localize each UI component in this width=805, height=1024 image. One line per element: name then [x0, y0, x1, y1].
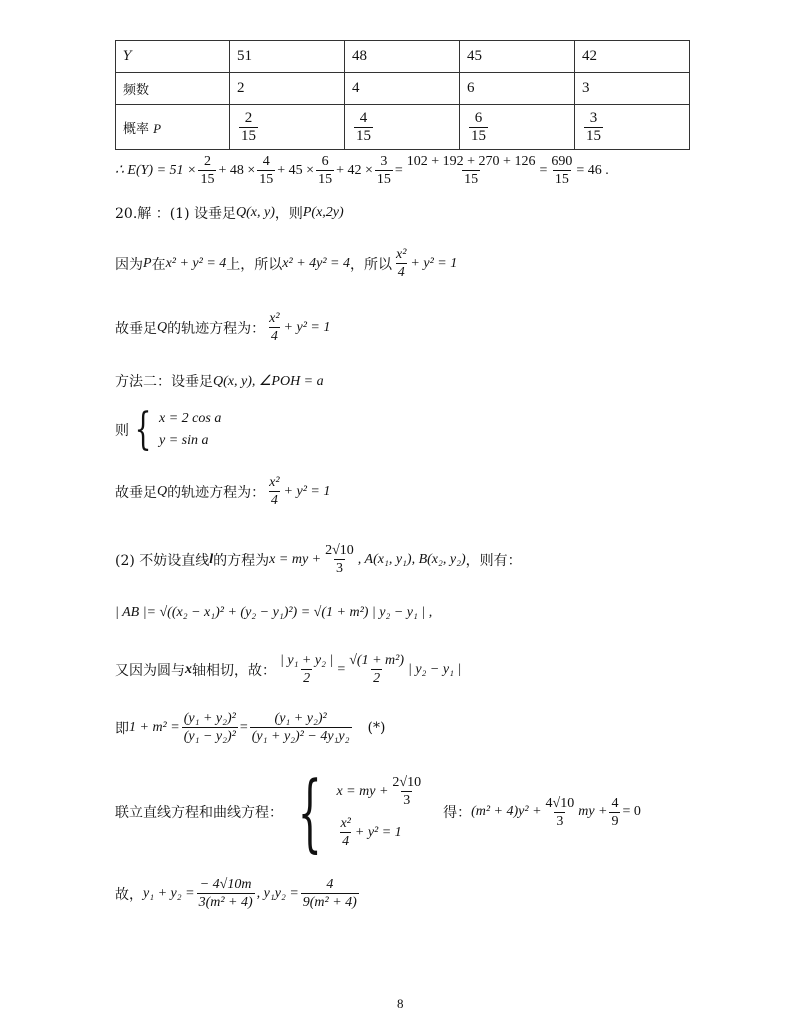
- math-expr: Q(x, y): [236, 205, 275, 220]
- fraction-numerator: (y₁ + y₂)²: [274, 711, 327, 726]
- expectation-line: [115, 153, 609, 188]
- math-expr: x: [185, 661, 192, 677]
- math-expr: x² + 4y² = 4: [282, 255, 350, 271]
- fraction-denominator: 15: [200, 172, 215, 187]
- parametric-system: [115, 404, 222, 455]
- fraction-numerator: | y₁ + y₂ |: [280, 653, 334, 668]
- table-header-cell: 42: [575, 41, 690, 73]
- fraction-denominator: 15: [471, 127, 486, 144]
- math-expr: , y₁y₂ =: [256, 885, 299, 901]
- q20-text: 因为: [115, 256, 143, 273]
- method-two-line: [115, 371, 324, 391]
- table-cell: 4: [345, 73, 460, 105]
- table-row: [116, 41, 690, 73]
- q20-text: ，所以: [350, 256, 392, 273]
- table-header-cell: 51: [230, 41, 345, 73]
- simultaneous-line: [115, 763, 641, 861]
- math-expr: | y₂ − y₁ |: [407, 661, 462, 677]
- tangent-line: [115, 652, 461, 687]
- fraction-denominator: (y₁ + y₂)² − 4y₁y₂: [251, 729, 350, 744]
- fraction-numerator: (y₁ + y₂)²: [183, 711, 236, 726]
- q20-text: 故垂足: [115, 484, 157, 501]
- equation: [336, 815, 425, 850]
- math-expr: l: [209, 551, 214, 567]
- fraction-numerator: 2√10: [325, 543, 354, 558]
- table-cell: 6: [460, 73, 575, 105]
- math-expr: | AB |= √((x₂ − x₁)² + (y₂ − y₁)²) = √(1 + m²) | y₂ − y₁ | ,: [115, 605, 433, 620]
- prob-label: [116, 105, 230, 150]
- math-expr: , A(x₁, y₁), B(x₂, y₂): [357, 551, 466, 567]
- fraction-denominator: 4: [270, 493, 278, 508]
- expectation-result: = 46 .: [576, 162, 609, 178]
- q20-text: 的轨迹方程为：: [167, 484, 266, 501]
- fraction-numerator: 690: [551, 154, 573, 169]
- page-number: 8: [397, 996, 404, 1011]
- table-cell: [345, 105, 460, 150]
- equals-sign: =: [337, 661, 346, 677]
- fraction-denominator: 15: [259, 172, 274, 187]
- q20-text: 联立直线方程和曲线方程：: [115, 805, 283, 821]
- equals-sign: =: [394, 162, 403, 178]
- q20-text: 轴相切，故：: [192, 662, 276, 679]
- fraction-numerator: 2: [244, 109, 253, 126]
- q20-text: 在: [151, 256, 166, 273]
- table-cell: 3: [575, 73, 690, 105]
- fraction-denominator: 4: [342, 834, 350, 849]
- fraction-denominator: 9(m² + 4): [302, 895, 357, 910]
- result-line: [115, 876, 361, 911]
- fraction-denominator: 15: [356, 127, 371, 144]
- table-header-cell: 45: [460, 41, 575, 73]
- fraction-numerator: 4: [326, 877, 334, 892]
- math-expr: x = my +: [269, 551, 322, 567]
- q20-text: ，则: [274, 206, 303, 222]
- fraction-denominator: 15: [376, 172, 391, 187]
- table-cell: [230, 105, 345, 150]
- fraction-denominator: 2: [303, 671, 311, 686]
- fraction-denominator: 3(m² + 4): [198, 895, 253, 910]
- math-expr: Q: [157, 483, 168, 499]
- fraction-denominator: 15: [241, 127, 256, 144]
- math-expr: Q: [157, 319, 168, 335]
- table-cell: [575, 105, 690, 150]
- q20-text: 20.解 ：(1) 设垂足: [115, 206, 236, 222]
- math-expr: my +: [578, 804, 608, 819]
- ji-line: [115, 710, 385, 745]
- part2-line: [115, 542, 522, 577]
- expectation-term: + 48 ×: [218, 162, 256, 178]
- fraction-numerator: x²: [269, 311, 280, 326]
- q20-line3b: [115, 474, 330, 509]
- math-expr: 1 + m² =: [129, 719, 180, 735]
- math-expr: Q(x, y), ∠POH = a: [213, 373, 324, 389]
- left-brace-icon: {: [134, 404, 152, 455]
- fraction-denominator: 15: [464, 172, 479, 187]
- ab-length-line: [115, 605, 432, 621]
- table-row: [116, 73, 690, 105]
- left-brace-icon: {: [297, 763, 322, 861]
- fraction-denominator: 3: [335, 561, 343, 576]
- q20-text: 则: [115, 423, 129, 439]
- fraction-numerator: 3: [380, 154, 388, 169]
- q20-line2: [115, 246, 457, 281]
- fraction-denominator: 2: [373, 671, 381, 686]
- fraction-denominator: 15: [586, 127, 601, 144]
- math-expr: y₁ + y₂ =: [143, 885, 195, 901]
- math-expr: P: [143, 255, 152, 271]
- table-cell: [460, 105, 575, 150]
- q20-text: 方法二：设垂足: [115, 374, 213, 390]
- star-mark: (*): [367, 719, 386, 736]
- fraction-numerator: x²: [396, 247, 407, 262]
- fraction-denominator: (y₁ − y₂)²: [183, 729, 236, 744]
- probability-table: [115, 40, 690, 150]
- fraction-numerator: 3: [589, 109, 598, 126]
- expectation-term: + 45 ×: [277, 162, 315, 178]
- prob-var: P: [153, 120, 162, 136]
- fraction-denominator: 9: [611, 813, 619, 829]
- math-expr: x² + y² = 4: [165, 255, 227, 271]
- q20-text: 得：: [443, 805, 472, 821]
- fraction-numerator: 4√10: [545, 795, 575, 811]
- expectation-lhs: ∴ E(Y) = 51 ×: [115, 163, 197, 178]
- math-expr: P(x,2y): [302, 205, 344, 220]
- equation: y = sin a: [159, 433, 209, 448]
- fraction-denominator: 15: [318, 172, 333, 187]
- fraction-numerator: 4: [359, 109, 368, 126]
- q20-text: 的方程为: [213, 552, 270, 569]
- math-expr: + y² = 1: [283, 483, 331, 499]
- math-expr: (m² + 4)y² +: [471, 804, 542, 819]
- fraction-denominator: 4: [270, 329, 278, 344]
- q20-text: 上，所以: [226, 256, 283, 273]
- q20-text: 的轨迹方程为：: [167, 320, 266, 337]
- table-row: [116, 105, 690, 150]
- table-header-cell: 48: [345, 41, 460, 73]
- math-expr: x = my +: [336, 783, 389, 799]
- math-expr: = 0: [622, 804, 641, 819]
- math-expr: + y² = 1: [354, 824, 402, 840]
- system-equations: [336, 774, 425, 850]
- fraction-numerator: 6: [321, 154, 329, 169]
- q20-text: 即: [115, 720, 129, 737]
- math-expr: + y² = 1: [410, 255, 458, 271]
- fraction-numerator: 6: [474, 109, 483, 126]
- prob-label-text: 概率: [123, 121, 150, 137]
- q20-text: 故，: [115, 886, 143, 903]
- fraction-denominator: 3: [403, 793, 411, 808]
- equals-sign: =: [239, 719, 248, 735]
- math-expr: + y² = 1: [283, 319, 331, 335]
- fraction-denominator: 3: [556, 813, 564, 829]
- fraction-numerator: 2: [203, 154, 211, 169]
- fraction-numerator: 2√10: [392, 775, 422, 790]
- q20-intro: [115, 203, 344, 223]
- equation: [336, 774, 425, 809]
- fraction-numerator: √(1 + m²): [349, 653, 404, 668]
- q20-text: 又因为圆与: [115, 662, 185, 679]
- q20-text: 故垂足: [115, 320, 157, 337]
- table-header-cell: Y: [116, 41, 230, 73]
- fraction-numerator: x²: [340, 816, 351, 831]
- q20-text: (2) 不妨设直线: [115, 552, 210, 569]
- freq-label: 频数: [116, 73, 230, 105]
- fraction-denominator: 4: [397, 265, 405, 280]
- equals-sign: =: [539, 162, 548, 178]
- q20-line3: [115, 310, 330, 345]
- equation: x = 2 cos a: [159, 411, 222, 426]
- table-cell: 2: [230, 73, 345, 105]
- fraction-numerator: x²: [269, 475, 280, 490]
- system-equations: [159, 408, 221, 452]
- q20-text: ，则有：: [465, 552, 522, 569]
- expectation-term: + 42 ×: [336, 162, 373, 178]
- fraction-numerator: 4: [262, 154, 270, 169]
- fraction-numerator: 102 + 192 + 270 + 126: [406, 154, 536, 169]
- fraction-denominator: 15: [554, 172, 569, 187]
- fraction-numerator: 4: [611, 795, 619, 811]
- fraction-numerator: − 4√10m: [199, 877, 252, 892]
